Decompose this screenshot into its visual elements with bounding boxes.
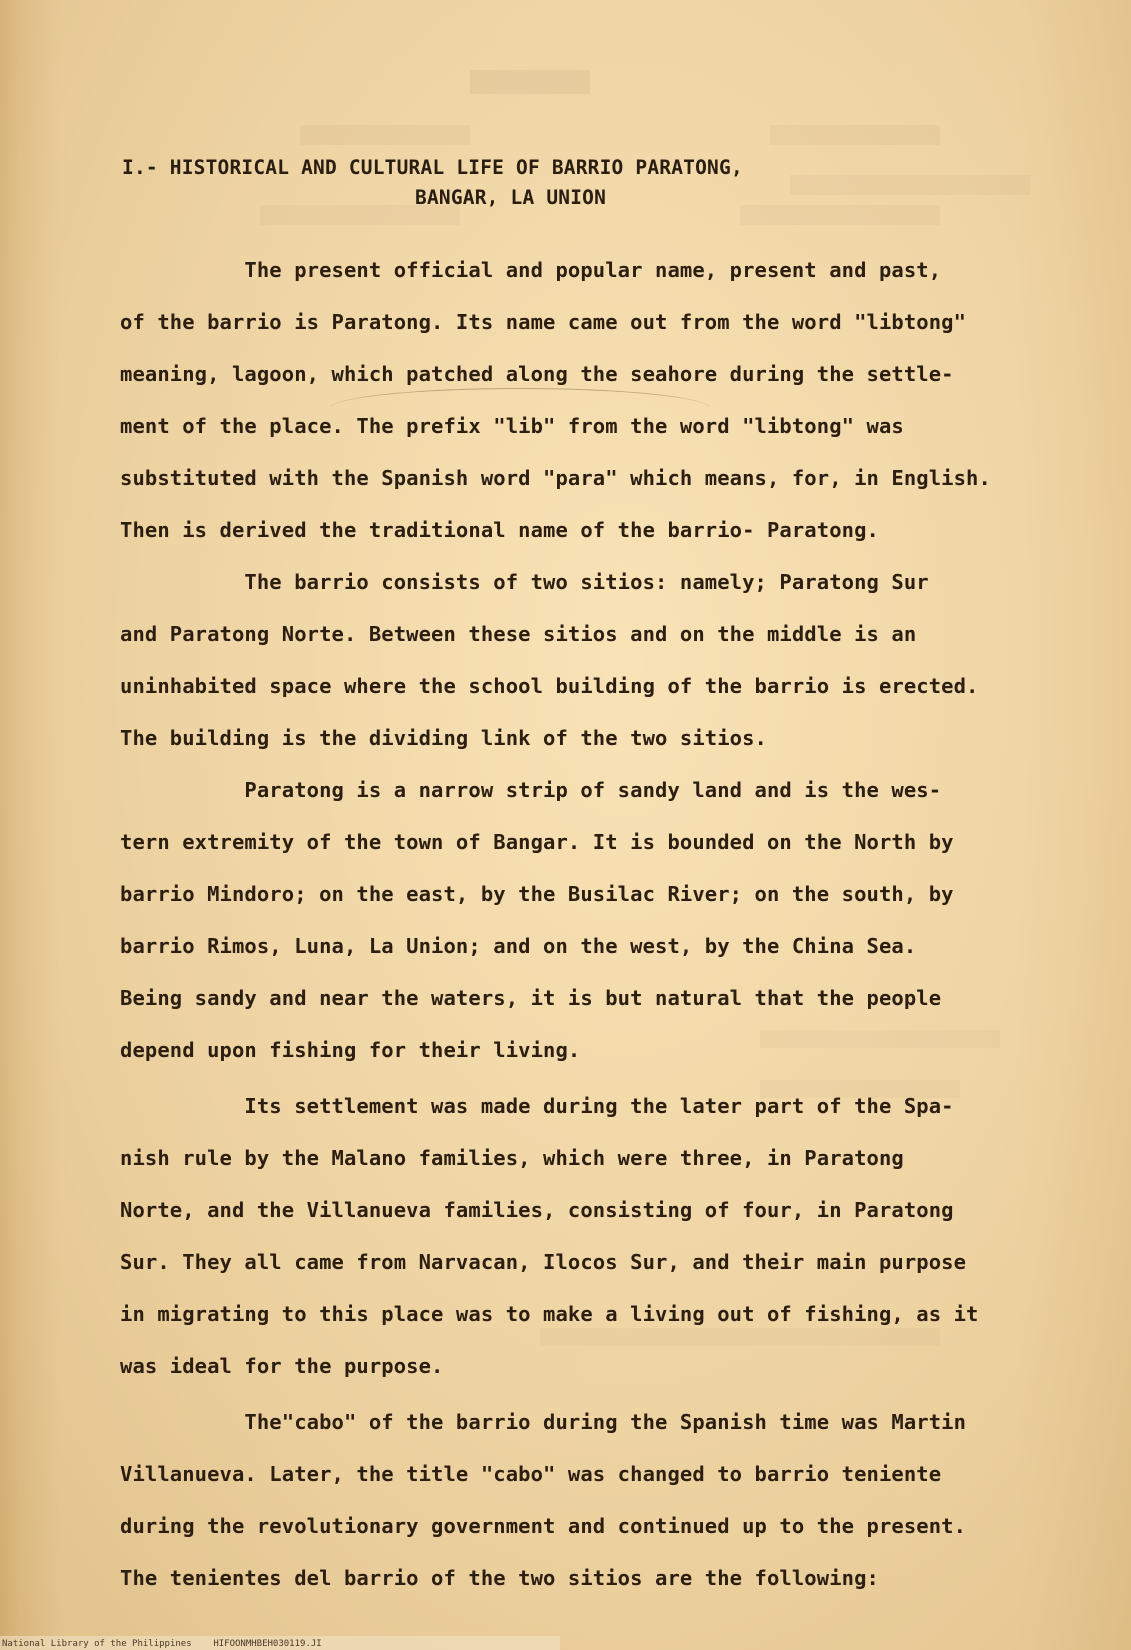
text-line: and Paratong Norte. Between these sitios and on the middle is an bbox=[120, 622, 917, 646]
bleed-through-area bbox=[470, 70, 590, 94]
text-line: nish rule by the Malano families, which were three, in Paratong bbox=[120, 1146, 904, 1170]
scan-footer-text: National Library of the Philippines HIFOONMHBEH030119.JI bbox=[2, 1639, 322, 1649]
document-heading bbox=[122, 153, 1022, 213]
text-line: depend upon fishing for their living. bbox=[120, 1038, 581, 1062]
heading-line-2: BANGAR, LA UNION bbox=[415, 186, 607, 209]
text-line: The tenientes del barrio of the two sitios are the following: bbox=[120, 1566, 879, 1590]
text-line: barrio Mindoro; on the east, by the Busilac River; on the south, by bbox=[120, 882, 954, 906]
text-line: barrio Rimos, Luna, La Union; and on the west, by the China Sea. bbox=[120, 934, 917, 958]
text-line: substituted with the Spanish word "para" which means, for, in English. bbox=[120, 466, 991, 490]
text-line: in migrating to this place was to make a living out of fishing, as it bbox=[120, 1302, 979, 1326]
text-line: Norte, and the Villanueva families, consisting of four, in Paratong bbox=[120, 1198, 954, 1222]
bleed-through-area bbox=[760, 1030, 1000, 1048]
bleed-through-area bbox=[770, 125, 940, 145]
text-line: meaning, lagoon, which patched along the seahore during the settle- bbox=[120, 362, 954, 386]
text-line: tern extremity of the town of Bangar. It is bounded on the North by bbox=[120, 830, 954, 854]
text-line: ment of the place. The prefix "lib" from the word "libtong" was bbox=[120, 414, 904, 438]
text-line: Paratong is a narrow strip of sandy land and is the wes- bbox=[120, 778, 942, 802]
text-line: during the revolutionary government and continued up to the present. bbox=[120, 1514, 967, 1538]
text-line: uninhabited space where the school building of the barrio is erected. bbox=[120, 674, 979, 698]
text-line: Villanueva. Later, the title "cabo" was changed to barrio teniente bbox=[120, 1462, 942, 1486]
bleed-through-area bbox=[540, 1328, 940, 1346]
text-line: The building is the dividing link of the two sitios. bbox=[120, 726, 767, 750]
text-line: Its settlement was made during the later part of the Spa- bbox=[120, 1094, 954, 1118]
heading-line-1: I.- HISTORICAL AND CULTURAL LIFE OF BARRIO PARATONG, bbox=[122, 156, 743, 179]
text-line: The"cabo" of the barrio during the Spanish time was Martin bbox=[120, 1410, 967, 1434]
text-line: of the barrio is Paratong. Its name came out from the word "libtong" bbox=[120, 310, 967, 334]
bleed-through-area bbox=[300, 125, 470, 145]
text-line: Being sandy and near the waters, it is but natural that the people bbox=[120, 986, 942, 1010]
text-line: The present official and popular name, present and past, bbox=[120, 258, 942, 282]
text-line: The barrio consists of two sitios: namely; Paratong Sur bbox=[120, 570, 929, 594]
text-line: Then is derived the traditional name of the barrio- Paratong. bbox=[120, 518, 879, 542]
scan-footer-strip bbox=[0, 1636, 560, 1650]
text-line: was ideal for the purpose. bbox=[120, 1354, 444, 1378]
text-line: Sur. They all came from Narvacan, Ilocos Sur, and their main purpose bbox=[120, 1250, 967, 1274]
